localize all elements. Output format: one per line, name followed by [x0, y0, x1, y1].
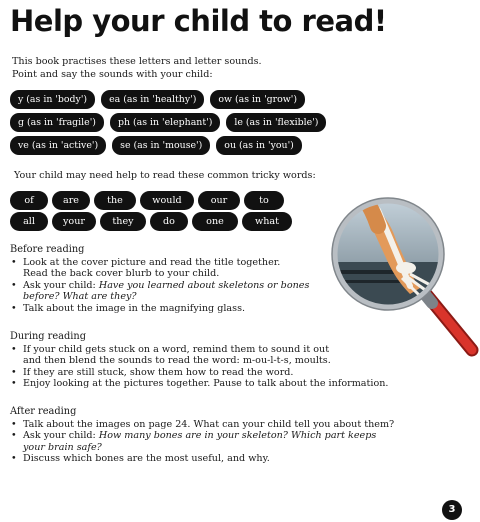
tricky-word: they — [100, 212, 146, 231]
list-item: • If they are still stuck, show them how to read the word. — [10, 367, 388, 379]
tricky-word: to — [244, 191, 284, 210]
magnifying-glass-icon — [330, 192, 480, 367]
before-reading-section — [10, 244, 309, 315]
page-number: 3 — [442, 500, 462, 520]
list-item: • Ask your child: How many bones are in your skeleton? Which part keeps your brain safe? — [10, 430, 394, 453]
sound-row-2 — [10, 113, 326, 132]
page-title: Help your child to read! — [10, 4, 387, 38]
tricky-word: of — [10, 191, 48, 210]
list-item: • Talk about the images on page 24. What can your child tell you about them? — [10, 419, 394, 431]
list-item: • Talk about the image in the magnifying glass. — [10, 303, 309, 315]
tricky-word: do — [150, 212, 188, 231]
list-item: • Enjoy looking at the pictures together. Pause to talk about the information. — [10, 378, 388, 390]
tricky-words-intro: Your child may need help to read these common tricky words: — [14, 170, 316, 181]
during-reading-heading: During reading — [10, 331, 86, 342]
list-item: • Ask your child: Have you learned about skeletons or bones before? What are they? — [10, 280, 309, 303]
sound-pill: g (as in 'fragile') — [10, 113, 104, 132]
sound-row-3 — [10, 136, 302, 155]
list-item: • If your child gets stuck on a word, remind them to sound it out and then blend the sounds to read the word: m-ou-l-t-s, moults. — [10, 344, 388, 367]
sound-row-1 — [10, 90, 305, 109]
after-reading-section — [10, 406, 394, 465]
sound-pill: se (as in 'mouse') — [112, 136, 210, 155]
sound-pill: ea (as in 'healthy') — [101, 90, 204, 109]
sound-pill: ph (as in 'elephant') — [110, 113, 220, 132]
tricky-word: would — [140, 191, 194, 210]
tricky-words-row-1 — [10, 191, 284, 210]
tricky-word: all — [10, 212, 48, 231]
list-item: • Look at the cover picture and read the title together. Read the back cover blurb to your child. — [10, 257, 309, 280]
sound-pill: y (as in 'body') — [10, 90, 95, 109]
tricky-word: are — [52, 191, 90, 210]
intro-line-2: Point and say the sounds with your child: — [12, 68, 213, 80]
sound-pill: ou (as in 'you') — [216, 136, 302, 155]
tricky-word: the — [94, 191, 136, 210]
tricky-word: your — [52, 212, 96, 231]
intro-line-1: This book practises these letters and letter sounds. — [12, 56, 262, 67]
before-reading-heading: Before reading — [10, 244, 85, 255]
tricky-word: what — [242, 212, 292, 231]
sound-pill: le (as in 'flexible') — [226, 113, 326, 132]
list-item: • Discuss which bones are the most useful, and why. — [10, 453, 394, 465]
intro-text — [12, 56, 262, 81]
tricky-word: one — [192, 212, 238, 231]
tricky-words-row-2 — [10, 212, 292, 231]
tricky-word: our — [198, 191, 240, 210]
sound-pill: ow (as in 'grow') — [210, 90, 305, 109]
after-reading-heading: After reading — [10, 406, 77, 417]
sound-pill: ve (as in 'active') — [10, 136, 106, 155]
